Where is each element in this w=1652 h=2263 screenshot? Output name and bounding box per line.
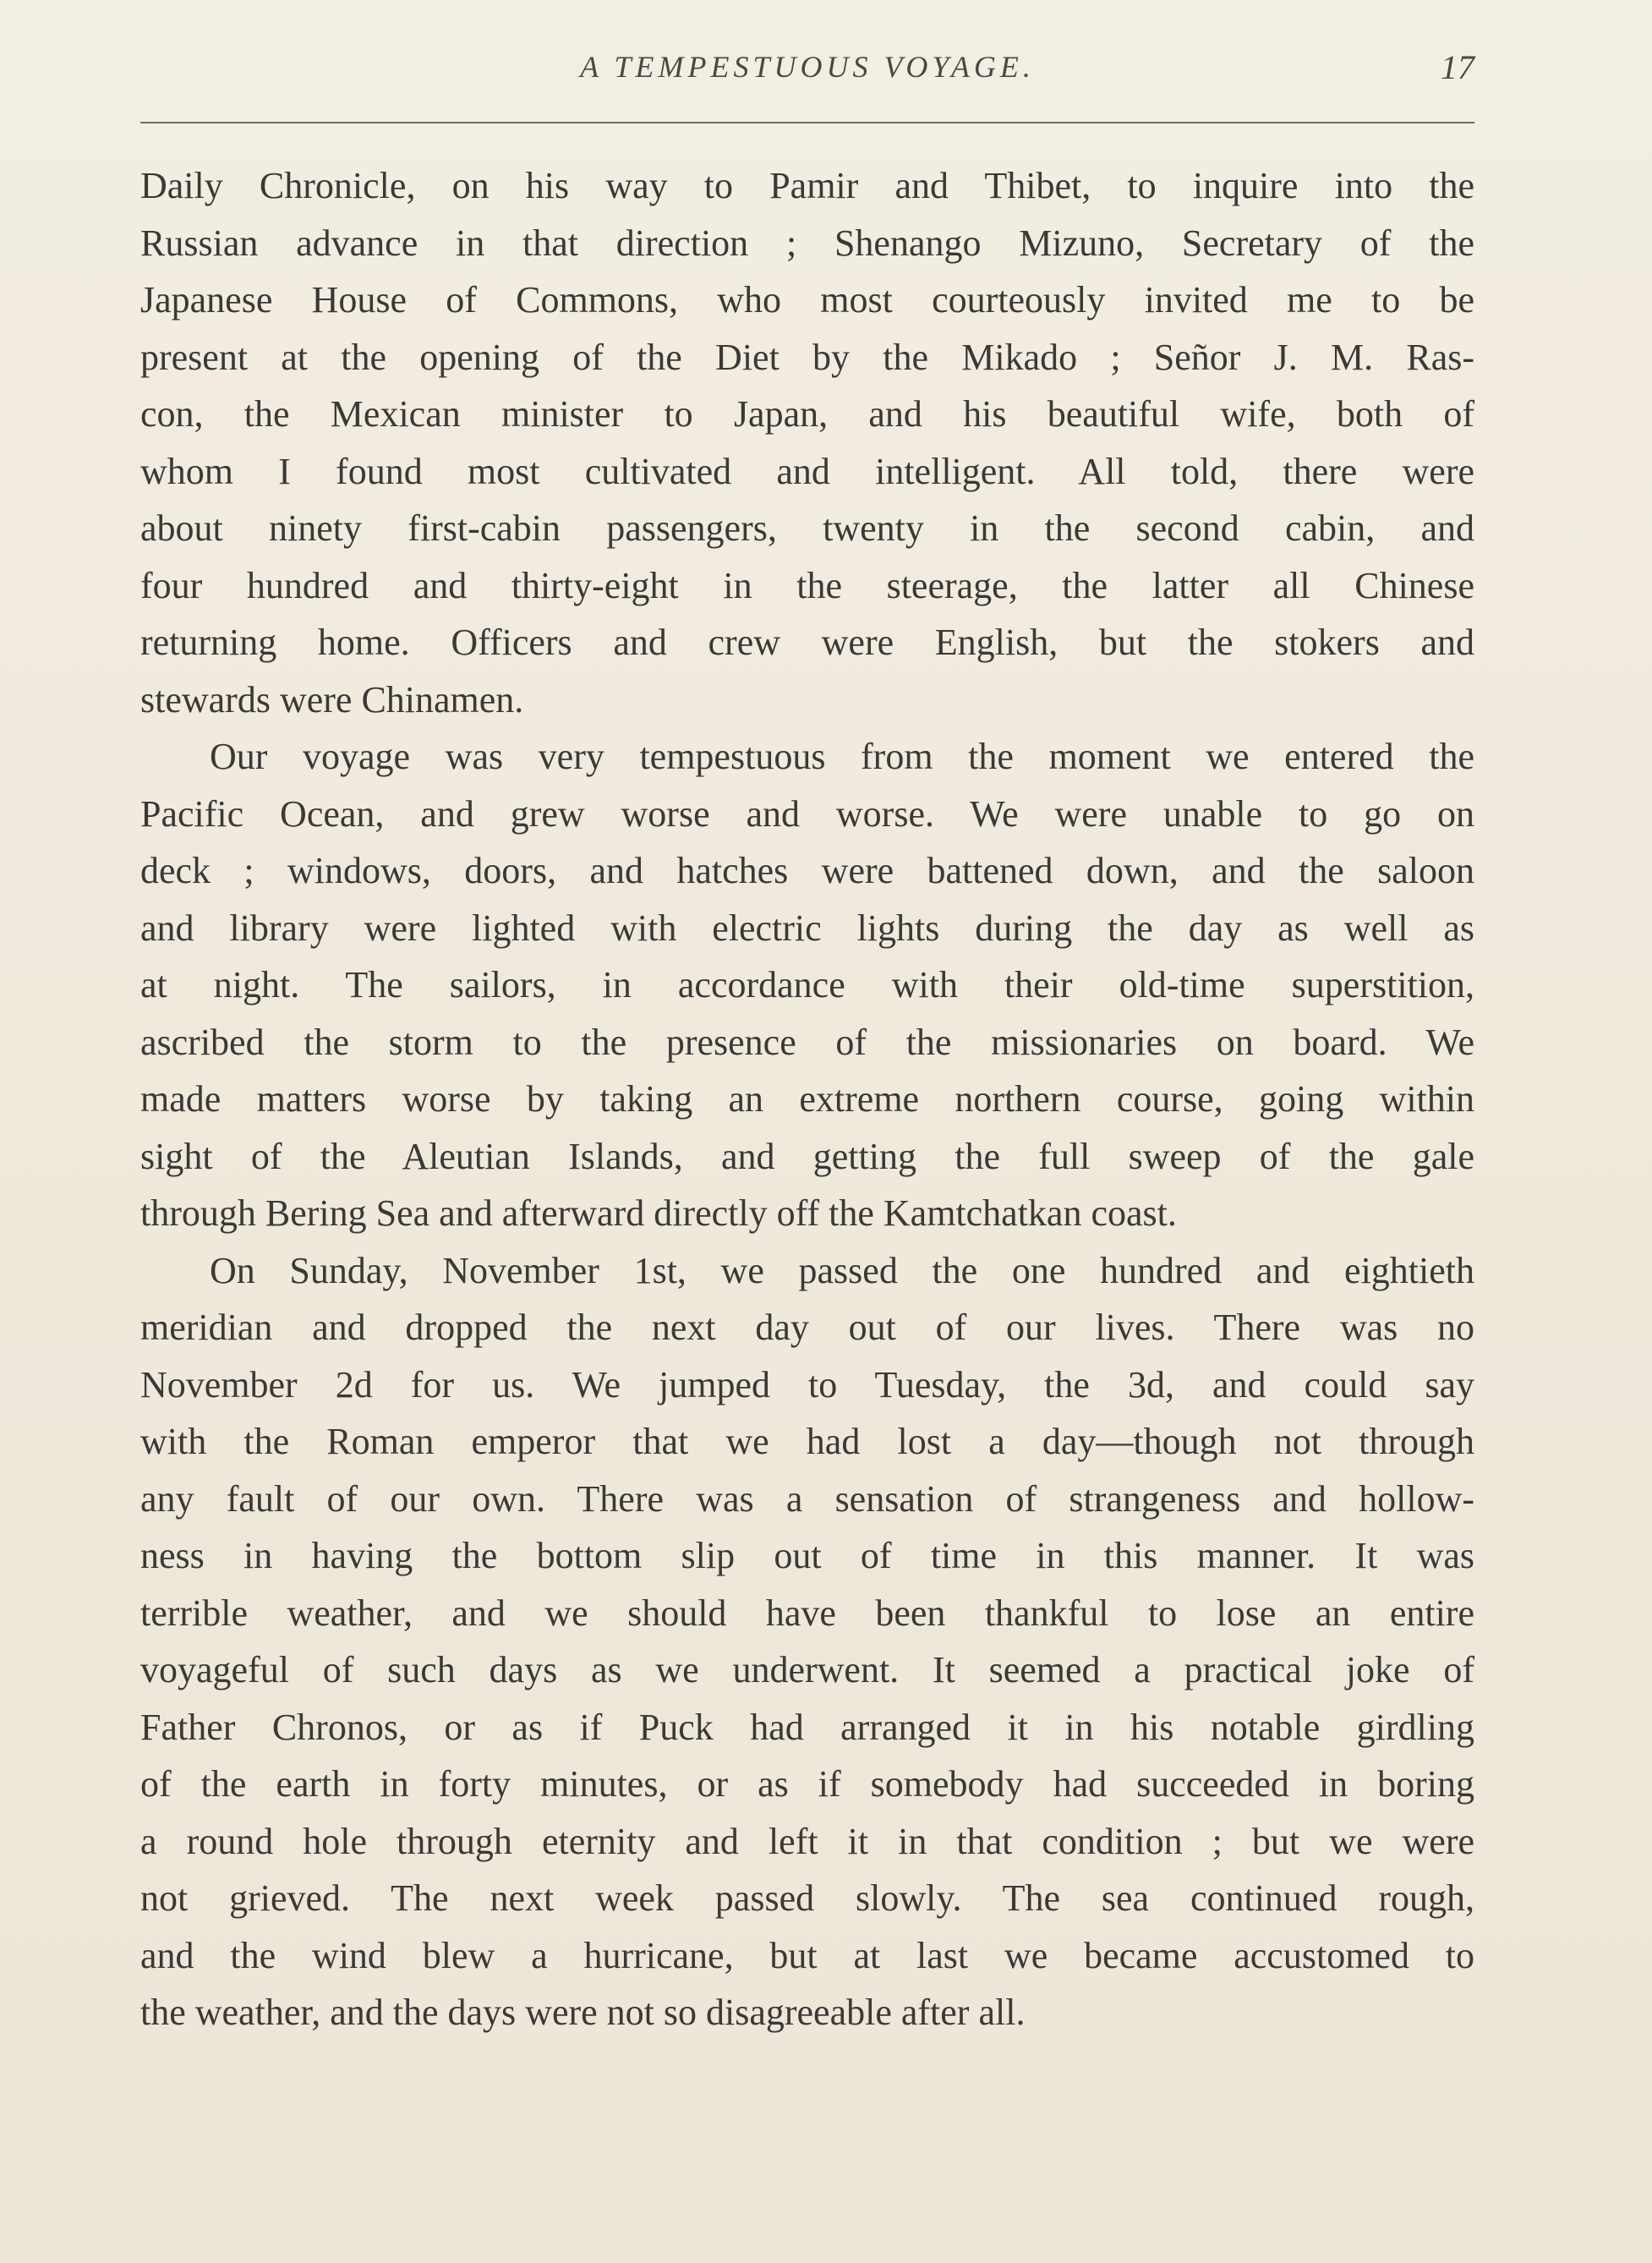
header-rule (140, 122, 1474, 123)
text-line: made matters worse by taking an extreme northern course, going within (140, 1078, 1474, 1120)
text-line: at night. The sailors, in accordance with their old-time superstition, (140, 964, 1474, 1005)
text-line: stewards were Chinamen. (140, 678, 524, 721)
text-line: voyageful of such days as we underwent. It seemed a practical joke of (140, 1649, 1474, 1690)
text-line: and library were lighted with electric lights during the day as well as (140, 907, 1474, 949)
text-line: and the wind blew a hurricane, but at last we became accustomed to (140, 1934, 1474, 1976)
text-line: four hundred and thirty-eight in the steerage, the latter all Chinese (140, 564, 1474, 606)
text-line: con, the Mexican minister to Japan, and his beautiful wife, both of (140, 393, 1474, 435)
text-line: meridian and dropped the next day out of our lives. There was no (140, 1307, 1474, 1348)
text-line: sight of the Aleutian Islands, and getting the full sweep of the gale (140, 1135, 1474, 1177)
running-head (140, 44, 1474, 95)
paragraph-1 (140, 157, 1474, 728)
text-line: a round hole through eternity and left it in that condition ; but we were (140, 1820, 1474, 1862)
text-line: whom I found most cultivated and intelligent. All told, there were (140, 450, 1474, 492)
body-text (140, 157, 1474, 2041)
text-line: Father Chronos, or as if Puck had arranged it in his notable girdling (140, 1706, 1474, 1748)
text-line: Our voyage was very tempestuous from the moment we entered the (210, 736, 1474, 777)
text-line: not grieved. The next week passed slowly. The sea continued rough, (140, 1877, 1474, 1919)
text-line: of the earth in forty minutes, or as if somebody had succeeded in boring (140, 1763, 1474, 1805)
text-line: ness in having the bottom slip out of time in this manner. It was (140, 1535, 1474, 1576)
text-line: the weather, and the days were not so disagreeable after all. (140, 1992, 1026, 2033)
text-line: about ninety first-cabin passengers, twenty in the second cabin, and (140, 507, 1474, 549)
text-line: terrible weather, and we should have been thankful to lose an entire (140, 1592, 1474, 1634)
paragraph-3 (140, 1242, 1474, 2041)
text-line: any fault of our own. There was a sensation of strangeness and hollow- (140, 1477, 1474, 1520)
text-line: Pacific Ocean, and grew worse and worse. We were unable to go on (140, 792, 1474, 835)
page-number: 17 (1441, 48, 1474, 86)
text-line: November 2d for us. We jumped to Tuesday, the 3d, and could say (140, 1363, 1474, 1405)
text-line: Japanese House of Commons, who most courteously invited me to be (140, 279, 1474, 321)
text-line: through Bering Sea and afterward directly off the Kamtchatkan coast. (140, 1192, 1177, 1234)
text-line: Russian advance in that direction ; Shenango Mizuno, Secretary of the (140, 222, 1474, 264)
text-line: with the Roman emperor that we had lost a day—though not through (140, 1421, 1474, 1462)
text-line: present at the opening of the Diet by the Mikado ; Señor J. M. Ras- (140, 336, 1474, 378)
text-line: returning home. Officers and crew were English, but the stokers and (140, 622, 1474, 663)
text-line: deck ; windows, doors, and hatches were battened down, and the saloon (140, 850, 1474, 891)
paragraph-2 (140, 728, 1474, 1242)
text-line: ascribed the storm to the presence of the missionaries on board. We (140, 1021, 1474, 1063)
running-title: A TEMPESTUOUS VOYAGE. (580, 50, 1035, 84)
text-line: On Sunday, November 1st, we passed the one hundred and eightieth (210, 1249, 1474, 1291)
text-line: Daily Chronicle, on his way to Pamir and Thibet, to inquire into the (140, 165, 1474, 206)
